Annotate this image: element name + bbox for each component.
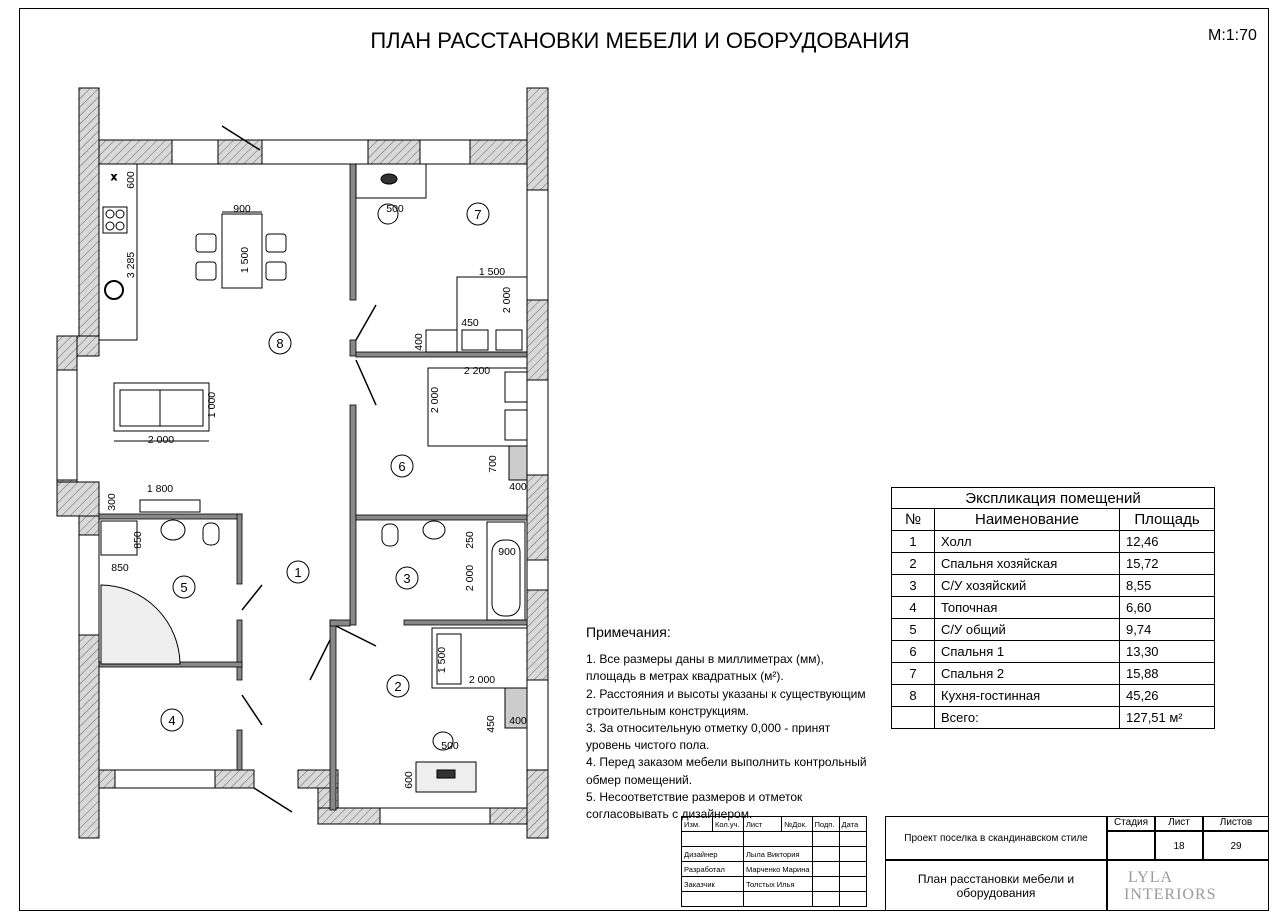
sheet-label: Лист xyxy=(1155,816,1203,831)
room-8-label: 8 xyxy=(276,336,284,351)
table-row: 2 Спальня хозяйская 15,72 xyxy=(892,553,1215,575)
dimension-labels xyxy=(106,171,527,789)
dim-sofa-d: 1 000 xyxy=(206,391,218,419)
dim-r3-bath-w: 900 xyxy=(498,546,516,558)
dim-vanity-d: 300 xyxy=(106,493,118,511)
room-6-label: 6 xyxy=(398,459,406,474)
table-row: 4 Топочная 6,60 xyxy=(892,597,1215,619)
dim-r2-night: 450 xyxy=(485,715,497,733)
room-7-label: 7 xyxy=(474,207,482,222)
room7-furniture xyxy=(356,164,527,352)
dim-r7-bed-l: 2 000 xyxy=(501,286,513,314)
table-row: 7 Спальня 2 15,88 xyxy=(892,663,1215,685)
room6-furniture xyxy=(428,368,527,480)
room-1-label: 1 xyxy=(294,565,302,580)
explication-table xyxy=(891,487,1215,729)
drawing-title: ПЛАН РАССТАНОВКИ МЕБЕЛИ И ОБОРУДОВАНИЯ xyxy=(370,28,910,53)
explication-caption: Экспликация помещений xyxy=(892,488,1215,509)
logo-line-2: INTERIORS xyxy=(1124,886,1217,903)
sheet-title: План расстановки мебели и оборудования xyxy=(885,860,1107,911)
dim-shower-w: 850 xyxy=(111,562,129,574)
note-item: 5. Несоответствие размеров и отметок согласовывать с дизайнером. xyxy=(586,789,803,822)
col-number: № xyxy=(892,509,935,531)
logo-line-1: LYLA xyxy=(1128,869,1174,886)
sheet-number: 18 xyxy=(1155,831,1203,860)
room-2-label: 2 xyxy=(394,679,402,694)
note-item: 4. Перед заказом мебели выполнить контрольный обмер помещений. xyxy=(586,755,867,787)
dim-table-w: 900 xyxy=(233,203,251,215)
dim-vanity-w: 1 800 xyxy=(146,483,174,495)
room-4-label: 4 xyxy=(168,713,176,728)
dim-sofa-w: 2 000 xyxy=(147,434,175,446)
dim-r3-gap: 250 xyxy=(464,531,476,549)
company-logo xyxy=(1107,860,1269,911)
dim-r2-desk-d: 600 xyxy=(403,771,415,789)
room-5-label: 5 xyxy=(180,580,188,595)
stage-label: Стадия xyxy=(1107,816,1155,831)
col-name: Наименование xyxy=(935,509,1120,531)
note-item: 3. За относительную отметку 0,000 - принят уровень чистого пола. xyxy=(586,721,831,753)
sheets-total: 29 xyxy=(1203,831,1269,860)
table-row: 3 С/У хозяйский 8,55 xyxy=(892,575,1215,597)
dim-kitchen-len: 3 285 xyxy=(125,251,137,279)
project-name: Проект поселка в скандинавском стиле xyxy=(885,816,1107,860)
dim-kitchen-top: 600 xyxy=(125,171,137,189)
scale-label: М:1:70 xyxy=(1208,27,1257,44)
dim-r2-desk: 500 xyxy=(441,740,459,752)
total-row: Всего: 127,51 м² xyxy=(892,707,1215,729)
dim-r7-bed-w: 1 500 xyxy=(478,266,506,278)
col-area: Площадь xyxy=(1120,509,1215,531)
sofa xyxy=(114,383,209,441)
dim-r6-bed-l: 2 000 xyxy=(429,386,441,414)
dim-r6-side: 700 xyxy=(487,455,499,473)
dim-r2-bed-l: 2 000 xyxy=(468,674,496,686)
room-3-label: 3 xyxy=(403,571,411,586)
notes-heading: Примечания: xyxy=(586,624,671,640)
stamp-table: Изм. Кол.уч. Лист №Док. Подп. Дата Дизайнер Лыла Виктория Разработал Марченко Марина Заказчик Толстых Илья xyxy=(681,816,867,907)
dim-r7-night-d: 400 xyxy=(413,333,425,351)
table-row: 5 С/У общий 9,74 xyxy=(892,619,1215,641)
notes-block xyxy=(586,624,876,823)
dim-r3-bath-l: 2 000 xyxy=(464,564,476,592)
dim-r6-bed-w: 2 200 xyxy=(463,365,491,377)
sheets-label: Листов xyxy=(1203,816,1269,831)
svg-text:x: x xyxy=(111,171,117,183)
dim-r7-night: 450 xyxy=(461,317,479,329)
dim-table-l: 1 500 xyxy=(239,246,251,274)
table-row: 6 Спальня 1 13,30 xyxy=(892,641,1215,663)
dim-r2-bed-w: 1 500 xyxy=(436,646,448,674)
dim-r2-night-d: 400 xyxy=(509,715,527,727)
table-row: 1 Холл 12,46 xyxy=(892,531,1215,553)
dim-r7-desk: 500 xyxy=(386,203,404,215)
stage-value xyxy=(1107,831,1155,860)
note-item: 1. Все размеры даны в миллиметрах (мм), площадь в метрах квадратных (м²). xyxy=(586,652,824,684)
note-item: 2. Расстояния и высоты указаны к существующим строительным конструкциям. xyxy=(586,686,866,718)
dim-shower-d: 850 xyxy=(132,531,144,549)
room2-furniture xyxy=(416,628,527,792)
dim-r6-side-d: 400 xyxy=(509,481,527,493)
bathroom-general xyxy=(101,500,219,664)
table-row: 8 Кухня-гостинная 45,26 xyxy=(892,685,1215,707)
